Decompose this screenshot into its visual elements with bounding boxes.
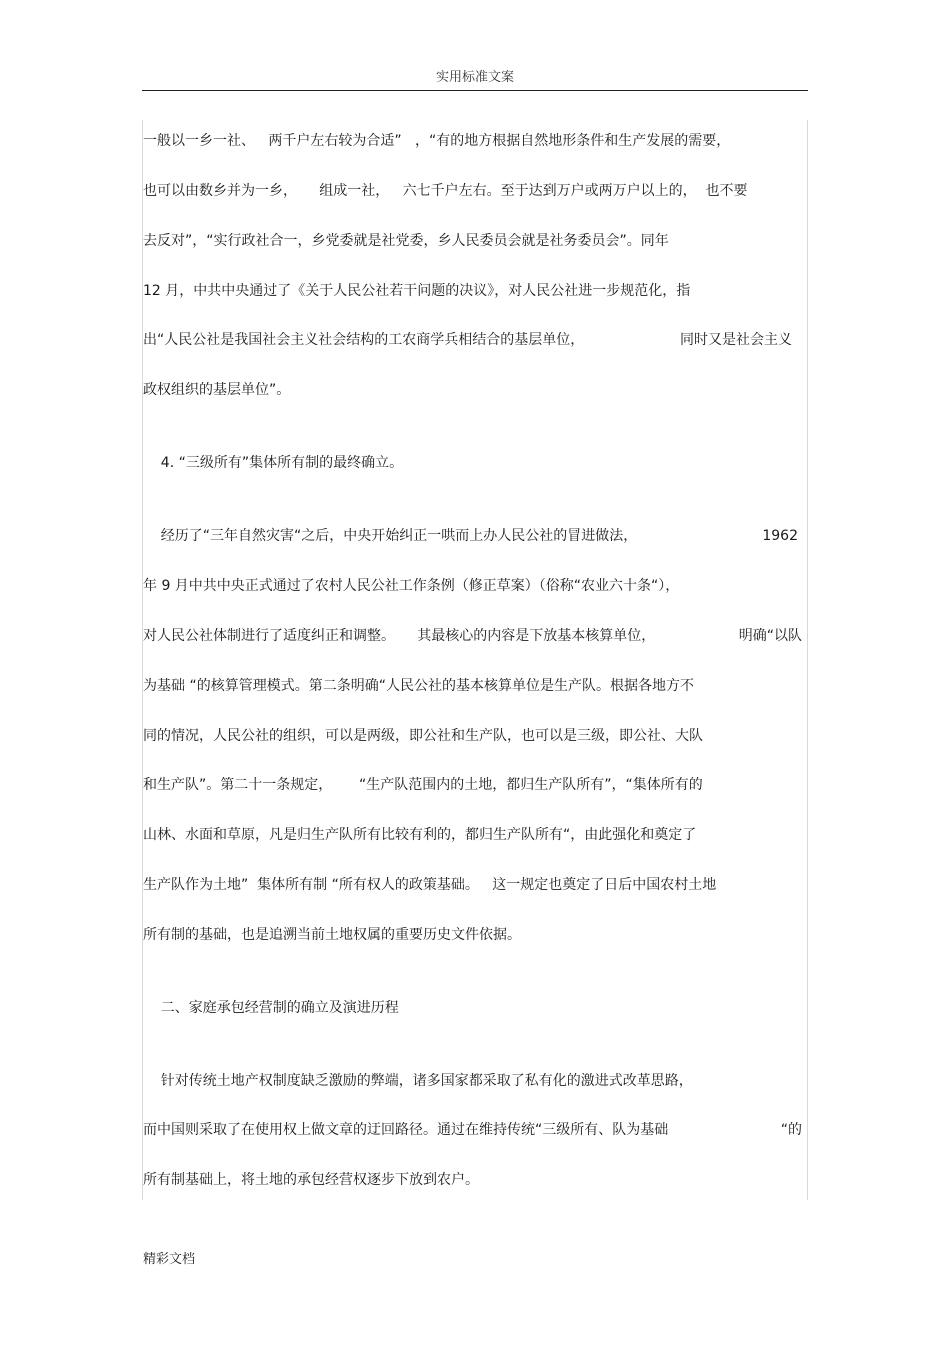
text-line: 经历了“三年自然灾害“之后，中央开始纠正一哄而上办人民公社的冒进做法，	[143, 528, 638, 544]
text-line: 政权组织的基层单位”。	[143, 382, 291, 398]
text-line: 所有制基础上，将土地的承包经营权逐步下放到农户。	[143, 1172, 479, 1188]
text-line: 山林、水面和草原，凡是归生产队所有比较有利的，都归生产队所有“，由此强化和奠定了	[143, 827, 697, 843]
text-line: 生产队作为土地” 集体所有制 “所有权人的政策基础。 这一规定也奠定了日后中国农村土地	[143, 877, 717, 893]
text-line: 针对传统土地产权制度缺乏激励的弊端，诸多国家都采取了私有化的激进式改革思路，	[143, 1073, 693, 1089]
text-line: 一般以一乡一社、 两千户左右较为合适” ，“有的地方根据自然地形条件和生产发展的需要，	[143, 133, 731, 149]
page-footer-label: 精彩文档	[143, 1252, 196, 1267]
text-line: 出“人民公社是我国社会主义社会结构的工农商学兵相结合的基层单位，	[143, 332, 585, 348]
page-header-title: 实用标准文案	[435, 70, 514, 85]
content-frame-right-border	[807, 120, 808, 1200]
text-line: 而中国则采取了在使用权上做文章的迂回路径。通过在维持传统“三级所有、队为基础	[143, 1122, 669, 1138]
text-line: 12 月，中共中央通过了《关于人民公社若干问题的决议》，对人民公社进一步规范化，指	[143, 283, 691, 299]
text-line-right-fragment: 同时又是社会主义	[680, 332, 792, 348]
text-line-right-fragment: 1962	[762, 528, 798, 544]
text-line: 同的情况，人民公社的组织，可以是两级，即公社和生产队，也可以是三级，即公社、大队	[143, 728, 703, 744]
text-line: 所有制的基础，也是追溯当前土地权属的重要历史文件依据。	[143, 927, 521, 943]
text-line-right-fragment: “的	[780, 1122, 802, 1138]
text-line: 为基础 “的核算管理模式。第二条明确“人民公社的基本核算单位是生产队。根据各地方不	[143, 678, 694, 694]
text-line: 也可以由数乡并为一乡， 组成一社， 六七千户左右。至于达到万户或两万户以上的， 也不要	[143, 183, 748, 199]
section-heading: 二、家庭承包经营制的确立及演进历程	[143, 1000, 399, 1016]
text-line: 去反对”，“实行政社合一，乡党委就是社党委，乡人民委员会就是社务委员会”。同年	[143, 233, 669, 249]
header-divider	[142, 90, 808, 91]
text-line: 对人民公社体制进行了适度纠正和调整。 其最核心的内容是下放基本核算单位，	[143, 628, 656, 644]
section-heading: 4. “三级所有”集体所有制的最终确立。	[143, 455, 404, 471]
text-line: 和生产队”。第二十一条规定， “生产队范围内的土地，都归生产队所有”，“集体所有的	[143, 777, 703, 793]
text-line-right-fragment: 明确“以队	[738, 628, 802, 644]
text-line: 年 9 月中共中央正式通过了农村人民公社工作条例（修正草案）（俗称“农业六十条“），	[143, 578, 680, 594]
